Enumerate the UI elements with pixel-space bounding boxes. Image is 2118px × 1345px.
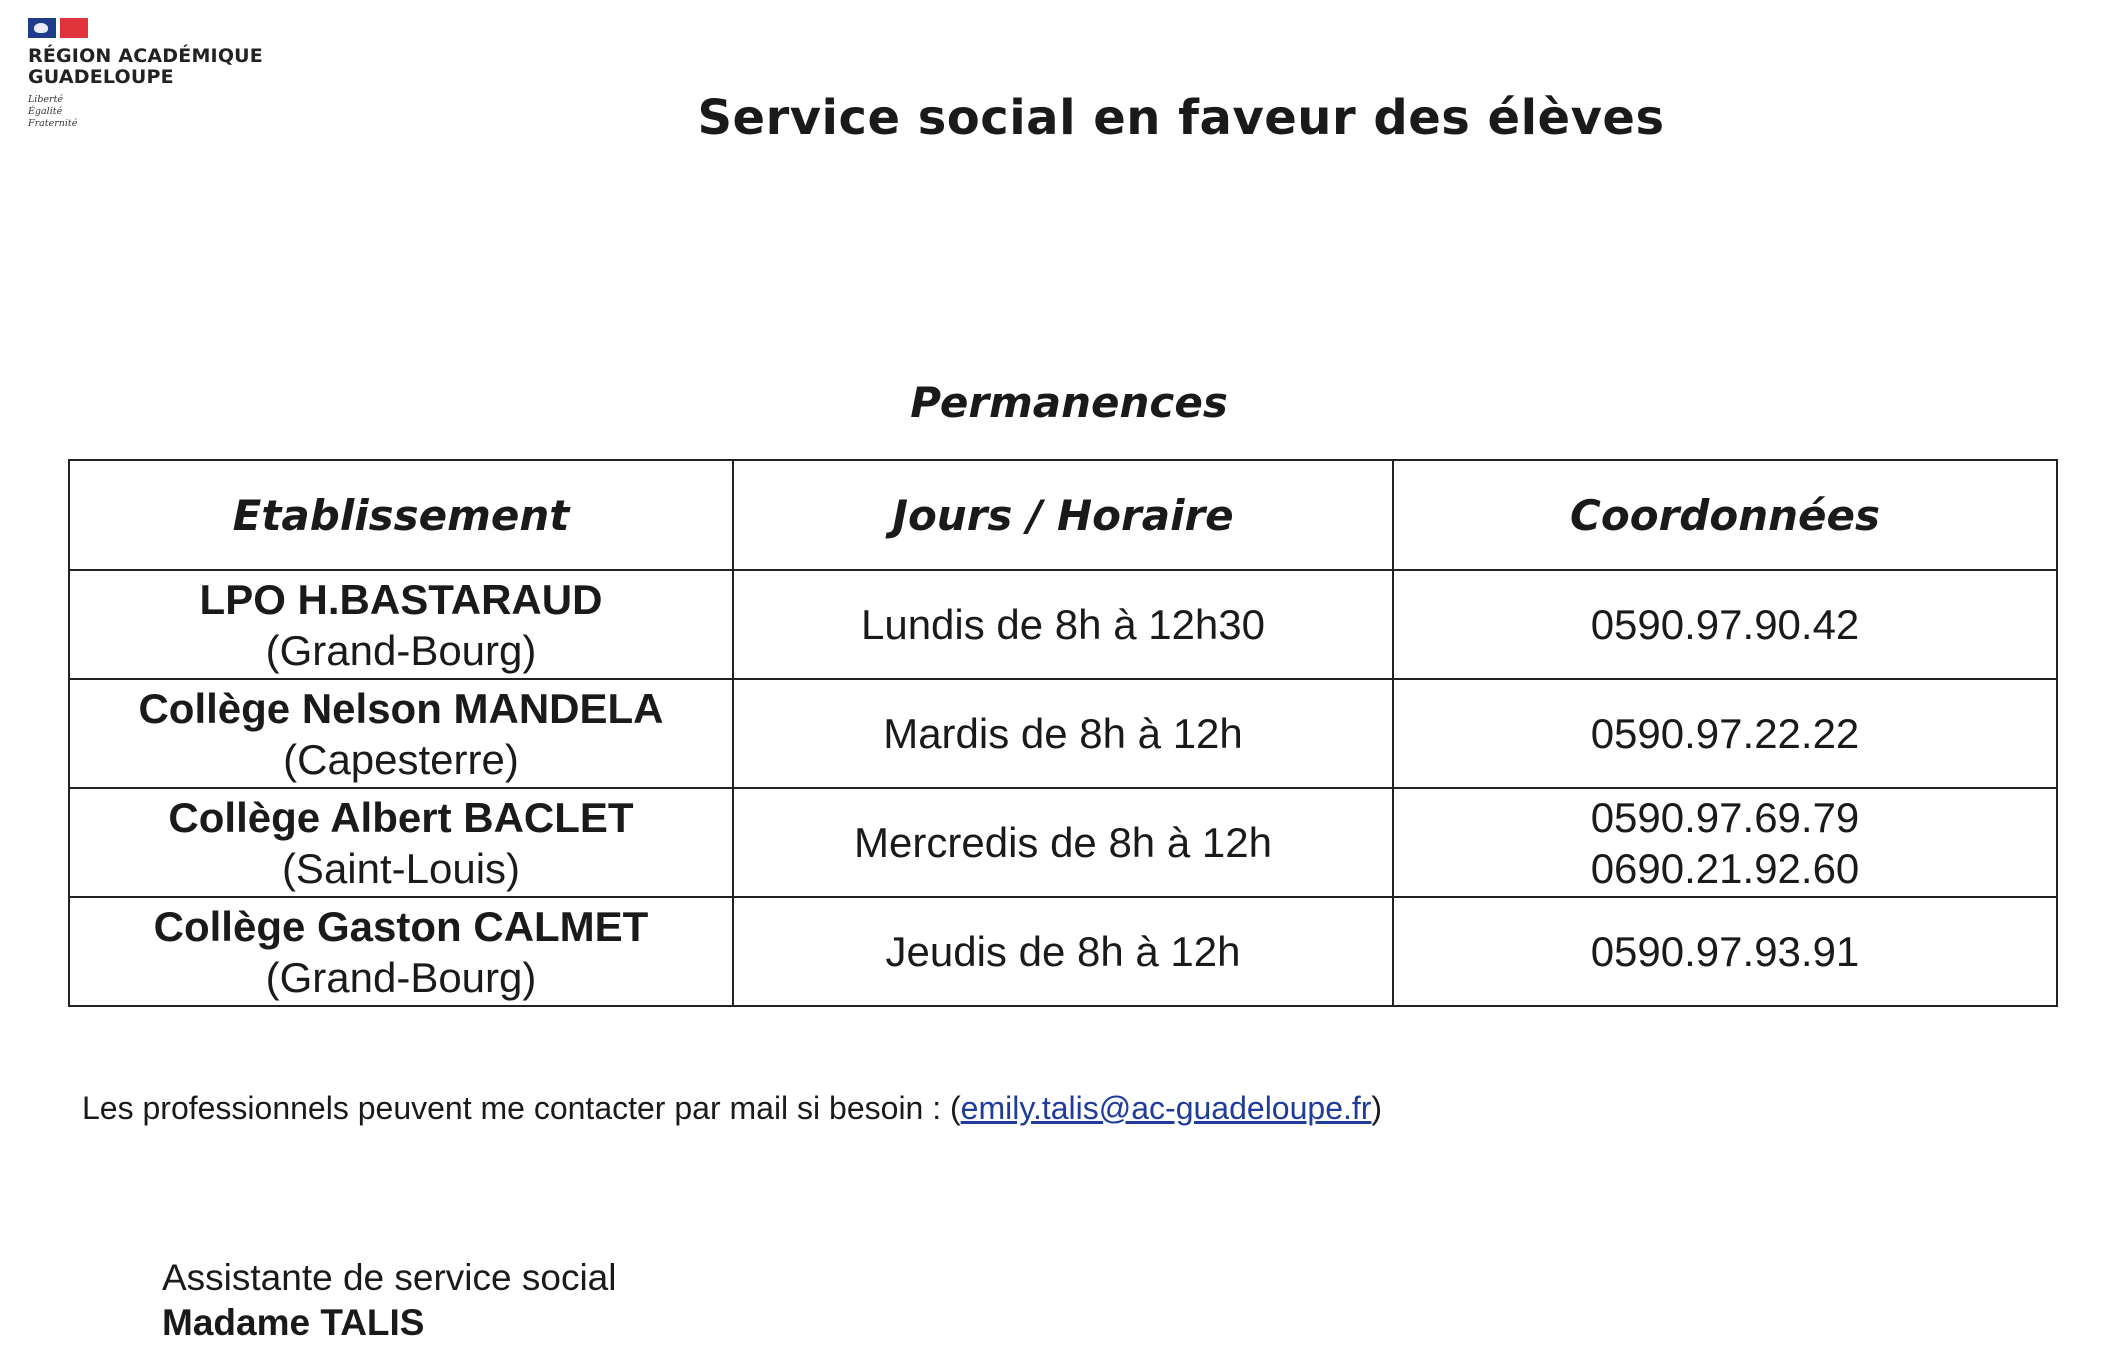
phone-number-secondary: 0690.21.92.60	[1590, 844, 1860, 892]
phone-cell	[1393, 897, 2057, 1006]
school-cell	[69, 570, 733, 679]
table-row	[69, 679, 2057, 788]
subtitle-wrap	[0, 378, 2118, 427]
page-title-wrap	[0, 90, 2118, 146]
schedule-cell: Lundis de 8h à 12h30	[733, 570, 1393, 679]
school-name: LPO H.BASTARAUD	[199, 575, 603, 623]
header-coordonnees: Coordonnées	[1393, 460, 2057, 570]
header-etablissement: Etablissement	[69, 460, 733, 570]
motto-fraternite: Fraternité	[28, 118, 78, 129]
contact-close: )	[1371, 1090, 1383, 1126]
schedule-cell: Jeudis de 8h à 12h	[733, 897, 1393, 1006]
table-row	[69, 897, 2057, 1006]
schedule-cell: Mardis de 8h à 12h	[733, 679, 1393, 788]
phone-cell	[1393, 679, 2057, 788]
school-name: Collège Gaston CALMET	[153, 902, 649, 950]
email-link[interactable]: emily.talis@ac-guadeloupe.fr	[960, 1090, 1372, 1126]
permanences-title: Permanences	[910, 378, 1228, 427]
header-jours-horaire: Jours / Horaire	[733, 460, 1393, 570]
phone-cell	[1393, 788, 2057, 897]
school-name: Collège Albert BACLET	[168, 793, 634, 841]
contact-text: Les professionnels peuvent me contacter par mail si besoin : (	[82, 1090, 961, 1126]
table-header-row	[69, 460, 2057, 570]
motto-liberte: Liberté	[28, 94, 64, 105]
page-title: Service social en faveur des élèves	[697, 90, 1665, 146]
signature-name: Madame TALIS	[162, 1302, 425, 1343]
school-cell	[69, 679, 733, 788]
contact-line	[82, 1090, 1382, 1127]
phone-number: 0590.97.69.79	[1590, 793, 1860, 841]
school-cell	[69, 897, 733, 1006]
school-town: (Saint-Louis)	[281, 844, 521, 892]
school-cell	[69, 788, 733, 897]
signature-role: Assistante de service social	[162, 1257, 617, 1298]
table-row	[69, 788, 2057, 897]
schedule-cell: Mercredis de 8h à 12h	[733, 788, 1393, 897]
logo-title-line2: GUADELOUPE	[28, 66, 174, 88]
phone-number: 0590.97.22.22	[1590, 710, 1860, 757]
logo-title-line1: RÉGION ACADÉMIQUE	[28, 45, 263, 67]
school-town: (Grand-Bourg)	[265, 626, 537, 674]
school-town: (Capesterre)	[283, 735, 519, 783]
phone-number: 0590.97.93.91	[1590, 928, 1860, 975]
motto-egalite: Égalité	[28, 106, 63, 117]
table-row	[69, 570, 2057, 679]
logo-title	[28, 46, 288, 88]
school-name: Collège Nelson MANDELA	[138, 684, 664, 732]
school-town: (Grand-Bourg)	[265, 953, 537, 1001]
marianne-flag-icon	[28, 18, 88, 38]
phone-cell	[1393, 570, 2057, 679]
phone-number: 0590.97.90.42	[1590, 601, 1860, 648]
permanences-table	[68, 459, 2058, 1007]
signature-block	[162, 1255, 616, 1345]
